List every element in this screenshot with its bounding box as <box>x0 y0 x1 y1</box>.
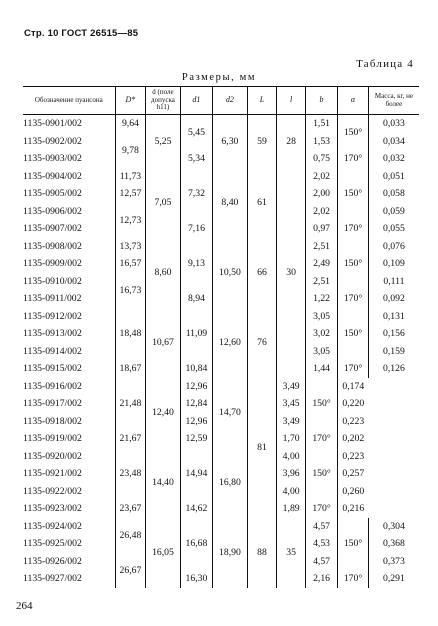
col-alpha: α <box>338 87 369 115</box>
mass-value: 0,159 <box>368 343 419 361</box>
l-value: 28 <box>277 115 305 168</box>
mass-value: 0,291 <box>368 570 419 588</box>
b-value: 1,44 <box>305 360 337 378</box>
b-value: 1,70 <box>277 430 305 448</box>
alpha-value: 150° <box>338 115 369 151</box>
L-value: 66 <box>247 238 277 308</box>
b-value: 2,02 <box>305 168 337 186</box>
b-value: 2,51 <box>305 238 337 256</box>
d1-value: 10,84 <box>180 360 213 378</box>
b-value: 0,97 <box>305 220 337 238</box>
alpha-value: 150° <box>338 238 369 291</box>
designation: 1135-0918/002 <box>23 415 82 427</box>
D-value: 9,78 <box>115 133 146 168</box>
mass-value: 0,076 <box>368 238 419 256</box>
col-l: l <box>277 87 305 115</box>
d2-value: 18,90 <box>213 518 247 588</box>
mass-value: 0,223 <box>338 413 369 431</box>
alpha-value: 170° <box>305 430 337 448</box>
L-value: 59 <box>247 115 277 168</box>
b-value: 2,51 <box>305 273 337 291</box>
mass-value: 0,109 <box>368 255 419 273</box>
mass-value: 0,156 <box>368 325 419 343</box>
punch-dimensions-table <box>23 86 419 588</box>
b-value: 3,45 <box>277 395 305 413</box>
d2-value: 10,50 <box>213 238 247 308</box>
table-row <box>23 238 419 256</box>
designation: 1135-0912/002 <box>23 310 82 322</box>
table-row <box>23 448 419 466</box>
mass-value: 0,034 <box>368 133 419 151</box>
d2-value: 8,40 <box>213 168 247 238</box>
table-row <box>23 378 419 396</box>
mass-value: 0,055 <box>368 220 419 238</box>
table-header-row <box>23 87 419 115</box>
mass-value: 0,304 <box>368 518 419 536</box>
l-value: 35 <box>277 518 305 588</box>
mass-value: 0,223 <box>338 448 369 466</box>
D-value: 18,48 <box>115 308 146 361</box>
designation: 1135-0917/002 <box>23 398 82 410</box>
D-value: 23,67 <box>115 500 146 518</box>
page-header: Стр. 10 ГОСТ 26515—85 <box>24 28 139 39</box>
D-value: 21,48 <box>115 378 146 431</box>
designation: 1135-0924/002 <box>23 520 82 532</box>
mass-value: 0,092 <box>368 290 419 308</box>
designation: 1135-0916/002 <box>23 380 82 392</box>
designation: 1135-0905/002 <box>23 188 82 200</box>
D-value: 12,73 <box>115 203 146 238</box>
mass-value: 0,032 <box>368 150 419 168</box>
b-value: 2,00 <box>305 185 337 203</box>
L-value: 76 <box>247 308 277 378</box>
designation: 1135-0923/002 <box>23 503 82 515</box>
designation: 1135-0903/002 <box>23 153 82 165</box>
d1-value: 14,94 <box>180 448 213 501</box>
alpha-value: 150° <box>338 308 369 361</box>
col-designation: Обозначение пуансона <box>23 87 115 115</box>
alpha-value: 150° <box>305 378 337 431</box>
b-value: 1,22 <box>305 290 337 308</box>
table-number: Таблица 4 <box>356 58 414 70</box>
b-value: 3,05 <box>305 308 337 326</box>
designation: 1135-0927/002 <box>23 573 82 585</box>
D-value: 16,57 <box>115 255 146 273</box>
d-value: 8,60 <box>146 238 180 308</box>
D-value: 11,73 <box>115 168 146 186</box>
mass-value: 0,260 <box>338 483 369 501</box>
b-value: 1,51 <box>305 115 337 133</box>
b-value: 4,00 <box>277 483 305 501</box>
col-d1: d1 <box>180 87 213 115</box>
mass-value: 0,058 <box>368 185 419 203</box>
alpha-value: 170° <box>338 220 369 238</box>
alpha-value: 150° <box>338 168 369 221</box>
alpha-value: 170° <box>338 360 369 378</box>
col-d: d (поле допуска h11) <box>146 87 180 115</box>
alpha-value: 170° <box>338 570 369 588</box>
designation: 1135-0911/002 <box>23 293 82 305</box>
d2-value: 12,60 <box>213 308 247 378</box>
designation: 1135-0921/002 <box>23 468 82 480</box>
D-value: 26,67 <box>115 553 146 588</box>
d2-value: 16,80 <box>213 448 247 518</box>
col-mass: Масса, кг, не более <box>368 87 419 115</box>
d-value: 12,40 <box>146 378 180 448</box>
designation: 1135-0915/002 <box>23 363 82 375</box>
alpha-value: 170° <box>305 500 337 518</box>
D-value: 21,67 <box>115 430 146 448</box>
b-value: 1,53 <box>305 133 337 151</box>
designation: 1135-0908/002 <box>23 240 82 252</box>
d1-value: 12,96 <box>180 413 213 431</box>
b-value: 3,05 <box>305 343 337 361</box>
d1-value: 16,68 <box>180 518 213 571</box>
designation: 1135-0907/002 <box>23 223 82 235</box>
d-value: 5,25 <box>146 115 180 168</box>
d1-value: 12,59 <box>180 430 213 448</box>
alpha-value: 150° <box>338 518 369 571</box>
table-row <box>23 518 419 536</box>
page-number: 264 <box>16 600 33 612</box>
d1-value: 5,34 <box>180 150 213 168</box>
b-value: 3,49 <box>277 413 305 431</box>
mass-value: 0,059 <box>368 203 419 221</box>
b-value: 0,75 <box>305 150 337 168</box>
mass-value: 0,033 <box>368 115 419 133</box>
designation: 1135-0914/002 <box>23 345 82 357</box>
d-value: 10,67 <box>146 308 180 378</box>
col-b: b <box>305 87 337 115</box>
L-value: 81 <box>247 378 277 518</box>
d-value: 14,40 <box>146 448 180 518</box>
mass-value: 0,126 <box>368 360 419 378</box>
b-value: 4,53 <box>305 535 337 553</box>
mass-value: 0,216 <box>338 500 369 518</box>
D-value: 9,64 <box>115 115 146 133</box>
alpha-value: 170° <box>338 290 369 308</box>
b-value: 3,96 <box>277 465 305 483</box>
alpha-value: 150° <box>305 448 337 501</box>
col-d2: d2 <box>213 87 247 115</box>
d1-value: 8,94 <box>180 290 213 308</box>
L-value: 88 <box>247 518 277 588</box>
mass-value: 0,220 <box>338 395 369 413</box>
table-row <box>23 308 419 326</box>
mass-value: 0,051 <box>368 168 419 186</box>
D-value: 13,73 <box>115 238 146 256</box>
table-row <box>23 115 419 133</box>
b-value: 3,49 <box>277 378 305 396</box>
b-value: 1,89 <box>277 500 305 518</box>
l-value: 30 <box>277 168 305 378</box>
designation: 1135-0902/002 <box>23 135 82 147</box>
D-value: 26,48 <box>115 518 146 553</box>
b-value: 2,49 <box>305 255 337 273</box>
mass-value: 0,257 <box>338 465 369 483</box>
designation: 1135-0926/002 <box>23 555 82 567</box>
b-value: 2,02 <box>305 203 337 221</box>
d-value: 7,05 <box>146 168 180 238</box>
units-caption: Размеры, мм <box>181 72 257 83</box>
L-value: 61 <box>247 168 277 238</box>
designation: 1135-0925/002 <box>23 538 82 550</box>
d1-value: 12,96 <box>180 378 213 396</box>
D-value: 16,73 <box>115 273 146 308</box>
table-row <box>23 168 419 186</box>
d1-value: 14,62 <box>180 500 213 518</box>
col-L: L <box>247 87 277 115</box>
d-value: 16,05 <box>146 518 180 588</box>
d1-value: 9,13 <box>180 238 213 291</box>
mass-value: 0,373 <box>368 553 419 571</box>
col-D: D* <box>115 87 146 115</box>
designation: 1135-0906/002 <box>23 205 82 217</box>
designation: 1135-0919/002 <box>23 433 82 445</box>
d1-value: 7,16 <box>180 220 213 238</box>
mass-value: 0,202 <box>338 430 369 448</box>
D-value: 23,48 <box>115 448 146 501</box>
designation: 1135-0904/002 <box>23 170 82 182</box>
mass-value: 0,368 <box>368 535 419 553</box>
d1-value: 7,32 <box>180 168 213 221</box>
designation: 1135-0913/002 <box>23 328 82 340</box>
d1-value: 11,09 <box>180 308 213 361</box>
designation: 1135-0910/002 <box>23 275 82 287</box>
designation: 1135-0901/002 <box>23 118 82 130</box>
d2-value: 14,70 <box>213 378 247 448</box>
designation: 1135-0920/002 <box>23 450 82 462</box>
b-value: 3,02 <box>305 325 337 343</box>
b-value: 4,00 <box>277 448 305 466</box>
mass-value: 0,111 <box>368 273 419 291</box>
b-value: 2,16 <box>305 570 337 588</box>
b-value: 4,57 <box>305 553 337 571</box>
mass-value: 0,131 <box>368 308 419 326</box>
d2-value: 6,30 <box>213 115 247 168</box>
d1-value: 12,84 <box>180 395 213 413</box>
D-value: 18,67 <box>115 360 146 378</box>
d1-value: 5,45 <box>180 115 213 151</box>
mass-value: 0,174 <box>338 378 369 396</box>
alpha-value: 170° <box>338 150 369 168</box>
b-value: 4,57 <box>305 518 337 536</box>
designation: 1135-0922/002 <box>23 485 82 497</box>
designation: 1135-0909/002 <box>23 258 82 270</box>
d1-value: 16,30 <box>180 570 213 588</box>
D-value: 12,57 <box>115 185 146 203</box>
